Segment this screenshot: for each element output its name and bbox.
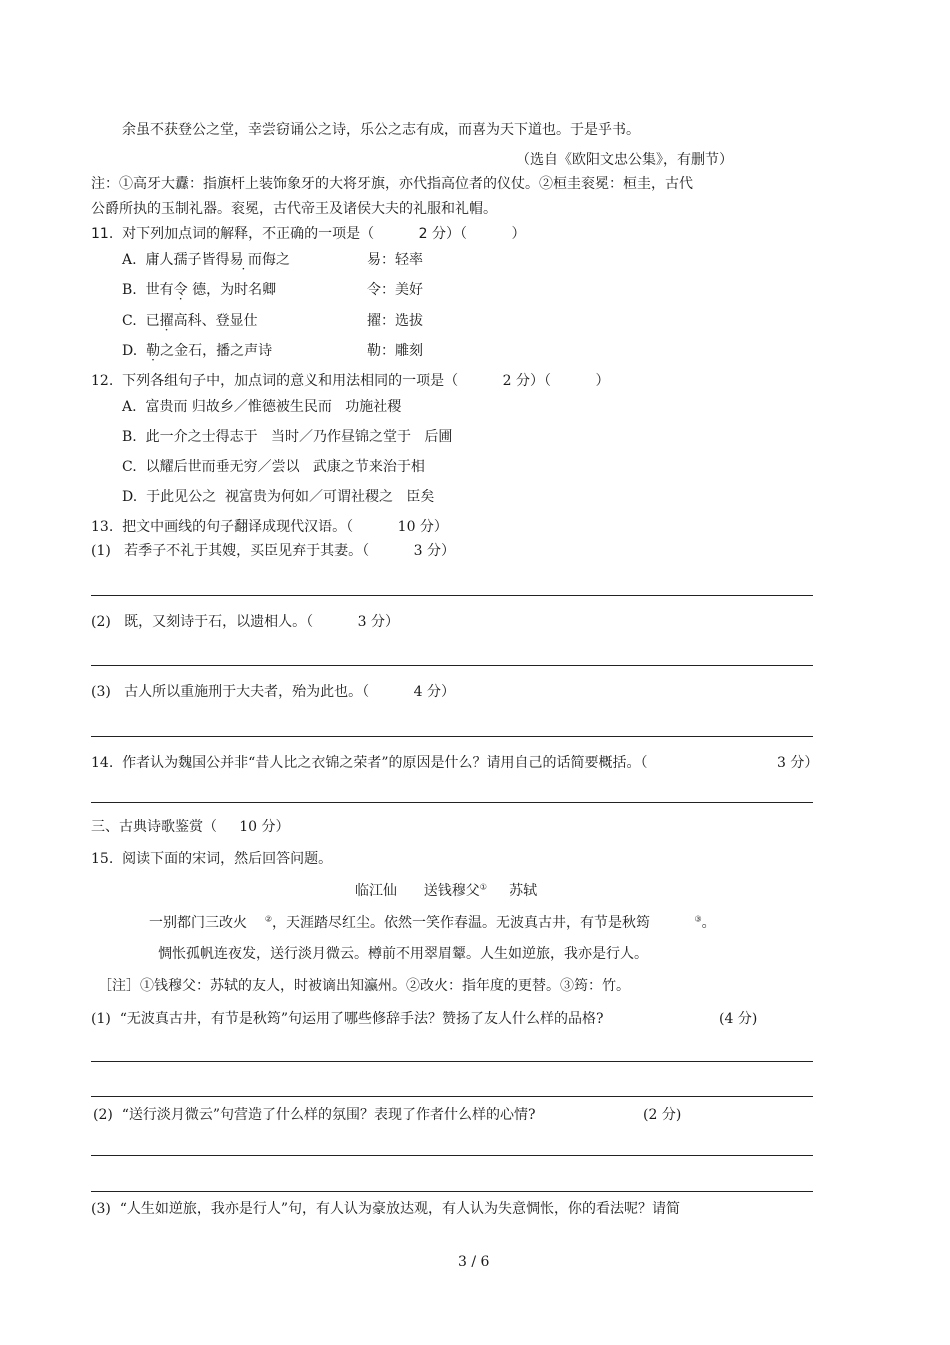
- option-post: 而侮之: [247, 252, 290, 268]
- q13-item-1: (1) 若季子不礼于其嫂，买臣见弃于其妻。（ 3 分）: [91, 543, 456, 559]
- answer-line: [91, 802, 813, 803]
- option-text: 此一介之士得志于 当时／乃作昼锦之堂于 后圃: [145, 429, 453, 445]
- q12-option-b: [122, 428, 452, 446]
- option-letter: B.: [122, 282, 137, 298]
- q12-stem: 12. 下列各组句子中，加点词的意义和用法相同的一项是（ 2 分）（ ）: [91, 373, 610, 389]
- answer-line: [91, 595, 813, 596]
- q15-sub-2-score: (2 分): [643, 1107, 682, 1123]
- option-pre: 庸人孺子皆得易: [145, 252, 244, 268]
- q11-gloss-a: 易：轻率: [367, 252, 423, 268]
- q13-item-2: (2) 既，又刻诗于石，以遗相人。（ 3 分）: [91, 614, 400, 630]
- passage-end: 余虽不获登公之堂，幸尝窃诵公之诗，乐公之志有成，而喜为天下道也。于是乎书。: [122, 122, 640, 138]
- poem-text: 一别都门三改火: [149, 915, 247, 931]
- page-number: 3 / 6: [458, 1254, 490, 1270]
- option-dot: 勒: [146, 343, 161, 359]
- note-line-2: 公爵所执的玉制礼器。衮冕，古代帝王及诸侯大夫的礼服和礼帽。: [91, 201, 497, 217]
- q11-option-a: [122, 251, 290, 269]
- q12-option-c: [122, 458, 425, 476]
- option-letter: A.: [122, 399, 137, 415]
- option-post: 之金石，播之声诗: [160, 343, 273, 359]
- option-letter: C.: [122, 313, 137, 329]
- q11-option-b: [122, 281, 276, 299]
- footnote-marker: ①: [479, 882, 487, 892]
- poem-title-text: 临江仙 送钱穆父: [355, 883, 480, 899]
- option-pre: 世有: [145, 282, 174, 298]
- q15-sub-1: (1) “无波真古井，有节是秋筠”句运用了哪些修辞手法？赞扬了友人什么样的品格?: [91, 1011, 604, 1027]
- q15-sub-3: (3) “人生如逆旅，我亦是行人”句，有人认为豪放达观，有人认为失意惆怅，你的看法呢？请简: [91, 1201, 681, 1217]
- q11-gloss-d: 勒：雕刻: [367, 343, 423, 359]
- option-letter: C.: [122, 459, 137, 475]
- q12-option-d: [122, 488, 434, 506]
- poem-line-1: [149, 914, 716, 932]
- q11-option-d: [122, 342, 272, 360]
- option-post: 德，为时名卿: [192, 282, 277, 298]
- q13-stem: 13. 把文中画线的句子翻译成现代汉语。（ 10 分）: [91, 519, 448, 535]
- q11-gloss-c: 擢：选拔: [367, 313, 423, 329]
- option-letter: B.: [122, 429, 137, 445]
- q15-sub-2: (2) “送行淡月微云”句营造了什么样的氛围？表现了作者什么样的心情?: [93, 1107, 536, 1123]
- answer-line: [91, 1191, 813, 1192]
- option-dot: 擢: [159, 313, 174, 329]
- option-text: 以耀后世而垂无穷／尝以 武康之节来治于相: [145, 459, 425, 475]
- section-heading: 三、古典诗歌鉴赏（ 10 分）: [91, 819, 290, 835]
- poem-title: [355, 882, 537, 900]
- note-line-1: 注：①高牙大纛：指旗杆上装饰象牙的大将牙旗，亦代指高位者的仪仗。②桓圭衮冕：桓圭，古代: [91, 176, 693, 192]
- answer-line: [91, 1155, 813, 1156]
- footnote-marker: ③: [694, 914, 702, 924]
- poem-text: 。: [701, 915, 716, 931]
- option-letter: D.: [122, 343, 138, 359]
- q14-score: 3 分）: [777, 755, 819, 771]
- poem-note: ［注］①钱穆父：苏轼的友人，时被谪出知瀛州。②改火：指年度的更替。③筠：竹。: [98, 978, 630, 994]
- option-dot: 令: [173, 282, 188, 298]
- q13-item-3: (3) 古人所以重施刑于大夫者，殆为此也。（ 4 分）: [91, 684, 456, 700]
- poem-author: 苏轼: [509, 883, 538, 899]
- answer-line: [91, 665, 813, 666]
- option-text: 于此见公之 视富贵为何如／可谓社稷之 臣矣: [146, 489, 435, 505]
- q11-gloss-b: 令：美好: [367, 282, 423, 298]
- q12-option-a: [122, 398, 401, 416]
- q15-stem: 15. 阅读下面的宋词，然后回答问题。: [91, 851, 333, 867]
- poem-text: ，天涯踏尽红尘。依然一笑作春温。无波真古井，有节是秋筠: [271, 915, 650, 931]
- q15-sub-1-score: (4 分): [719, 1011, 758, 1027]
- answer-line: [91, 736, 813, 737]
- option-letter: A.: [122, 252, 137, 268]
- q14-stem: 14. 作者认为魏国公并非“昔人比之衣锦之荣者”的原因是什么？请用自己的话简要概括。（: [91, 755, 648, 771]
- poem-line-2: 惆怅孤帆连夜发，送行淡月微云。樽前不用翠眉颦。人生如逆旅，我亦是行人。: [158, 946, 648, 962]
- answer-line: [91, 1096, 813, 1097]
- option-letter: D.: [122, 489, 138, 505]
- answer-line: [91, 1061, 813, 1062]
- q11-stem: 11. 对下列加点词的解释，不正确的一项是（ 2 分）（ ）: [91, 226, 526, 242]
- q11-option-c: [122, 312, 258, 330]
- footnote-marker: ②: [264, 914, 272, 924]
- option-post: 高科、登显仕: [173, 313, 258, 329]
- option-pre: 已: [145, 313, 160, 329]
- source-citation: （选自《欧阳文忠公集》，有删节）: [516, 152, 733, 168]
- option-text: 富贵而 归故乡／惟德被生民而 功施社稷: [145, 399, 402, 415]
